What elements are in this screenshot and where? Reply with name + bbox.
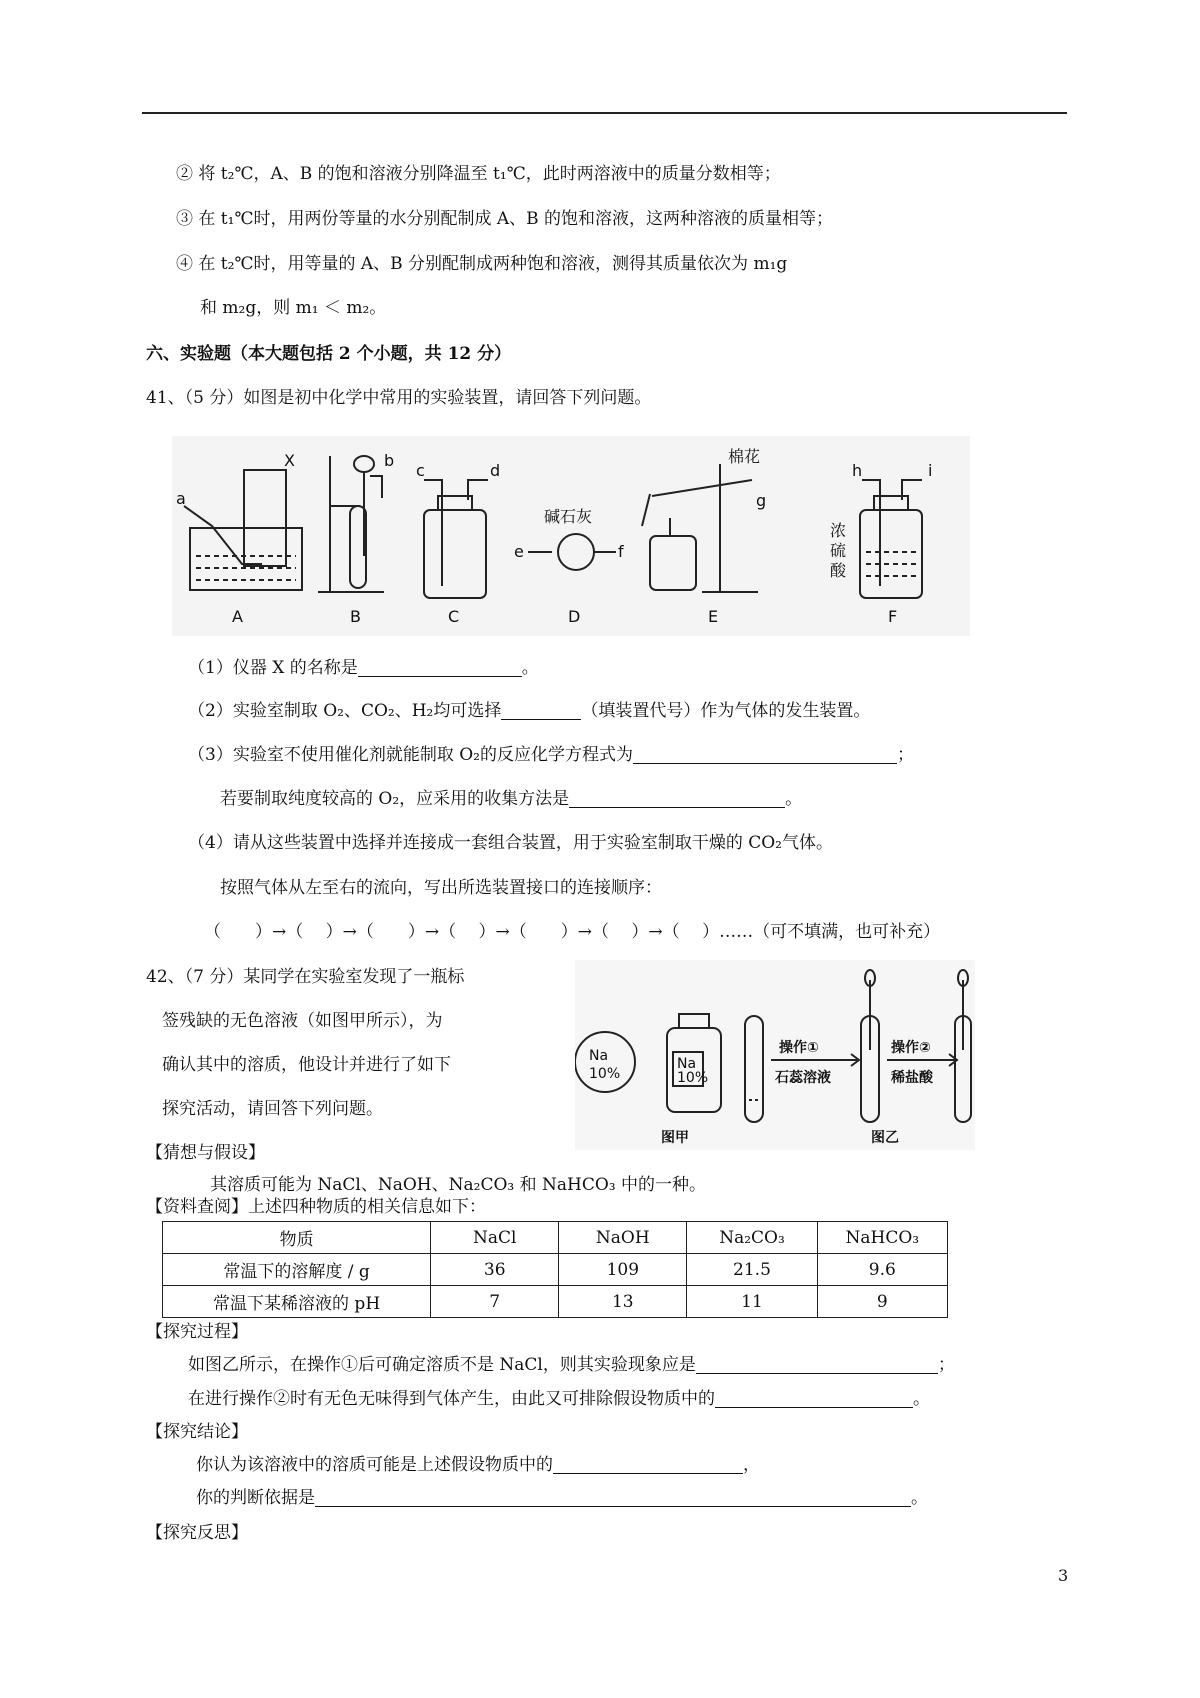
port-d: d [490,461,501,480]
q41-part3b-end: 。 [785,789,803,809]
q41-part1-blank[interactable] [358,658,522,677]
process-line2-end: 。 [913,1389,930,1409]
data-heading: 【资料查阅】上述四种物质的相关信息如下： [146,1197,486,1217]
process-line1 [188,1354,955,1376]
reagent-drawing [575,960,975,1150]
conclusion-line2-blank[interactable] [315,1488,911,1507]
q42-intro-line2: 签残缺的无色溶液（如图甲所示），为 [162,1011,443,1031]
table-header-cell: NaCl [431,1222,559,1254]
operation-1-label: 操作① [779,1040,819,1056]
apparatus-label-a: A [232,607,243,626]
item-4-line1: ④ 在 t₂℃时，用等量的 A、B 分别配制成两种饱和溶液，测得其质量依次为 m₁g [176,254,788,274]
apparatus-label-c: C [448,607,460,626]
q41-part2 [188,700,870,722]
table-header-cell: 物质 [163,1222,431,1254]
conclusion-line2-end: 。 [911,1488,928,1508]
port-f: f [618,542,624,561]
acid-label-3: 酸 [830,561,847,580]
circle-label-na: Na [589,1048,609,1064]
apparatus-label-f: F [888,607,898,626]
port-c: c [416,461,425,480]
circle-label-pct: 10% [589,1066,621,1082]
q41-part1-text: （1）仪器 X 的名称是 [188,658,358,678]
reagent-1-label: 石蕊溶液 [775,1070,831,1086]
q41-part3b-blank[interactable] [569,789,785,808]
q41-part3-text: （3）实验室不使用催化剂就能制取 O₂的反应化学方程式为 [188,745,633,765]
port-a: a [176,489,186,508]
item-4-line2: 和 m₂g，则 m₁ ＜ m₂。 [200,298,387,318]
q41-part2-end: （填装置代号）作为气体的发生装置。 [581,701,871,721]
reagent-figure [575,960,975,1150]
table-cell: 常温下的溶解度 / g [163,1254,431,1286]
bottle-label-pct: 10% [677,1070,709,1086]
process-line2 [188,1388,930,1410]
port-b: b [384,451,395,470]
soda-lime-label: 碱石灰 [544,507,593,526]
conclusion-line1-blank[interactable] [553,1455,743,1474]
port-g: g [756,491,767,510]
conclusion-line2-text: 你的判断依据是 [196,1488,315,1508]
process-line2-blank[interactable] [715,1389,913,1408]
table-header-row [163,1222,948,1254]
port-e: e [514,542,524,561]
table-cell: 9.6 [817,1254,947,1286]
apparatus-label-b: B [350,607,361,626]
apparatus-label-e: E [708,607,719,626]
caption-figure-a: 图甲 [661,1130,689,1146]
q41-part2-text: （2）实验室制取 O₂、CO₂、H₂均可选择 [188,701,502,721]
bottle-label-na: Na [677,1056,697,1072]
q41-intro: 41、（5 分）如图是初中化学中常用的实验装置，请回答下列问题。 [146,388,652,408]
q42-intro-line4: 探究活动，请回答下列问题。 [162,1099,383,1119]
q41-part3-blank[interactable] [633,745,897,764]
table-cell: 11 [687,1286,817,1318]
conclusion-line1 [196,1454,760,1476]
process-line1-text: 如图乙所示，在操作①后可确定溶质不是 NaCl，则其实验现象应是 [188,1355,696,1375]
apparatus-label-x: X [284,451,295,470]
acid-label-1: 浓 [830,521,847,540]
reagent-2-label: 稀盐酸 [891,1070,933,1086]
process-heading: 【探究过程】 [146,1322,248,1342]
port-h: h [852,461,863,480]
table-cell: 36 [431,1254,559,1286]
page-number: 3 [1058,1566,1069,1585]
table-row [163,1254,948,1286]
conclusion-line1-end: ， [743,1455,760,1475]
table-cell: 7 [431,1286,559,1318]
port-i: i [928,461,933,480]
table-cell: 13 [559,1286,687,1318]
apparatus-drawing [172,436,970,636]
q41-part3 [188,744,914,766]
conclusion-line2 [196,1487,928,1509]
q41-part1 [188,657,539,679]
table-header-cell: Na₂CO₃ [687,1222,817,1254]
process-line1-end: ； [937,1355,955,1375]
caption-figure-b: 图乙 [871,1130,899,1146]
q41-part3b-text: 若要制取纯度较高的 O₂，应采用的收集方法是 [220,789,570,809]
acid-label-2: 硫 [830,541,847,560]
table-cell: 109 [559,1254,687,1286]
table-cell: 9 [817,1286,947,1318]
table-row [163,1286,948,1318]
conclusion-line1-text: 你认为该溶液中的溶质可能是上述假设物质中的 [196,1455,553,1475]
apparatus-label-d: D [568,607,581,626]
process-line1-blank[interactable] [696,1355,938,1374]
q41-part2-blank[interactable] [501,701,581,720]
q41-part4: （4）请从这些装置中选择并连接成一套组合装置，用于实验室制取干燥的 CO₂气体。 [188,833,833,853]
conclusion-heading: 【探究结论】 [146,1422,248,1442]
q41-part4c: （ ）→（ ）→（ ）→（ ）→（ ）→（ ）→（ ）……（可不填满，也可补充） [204,922,941,942]
operation-2-label: 操作② [891,1040,931,1056]
q41-part3-end: ； [896,745,914,765]
table-header-cell: NaHCO₃ [817,1222,947,1254]
header-rule [142,112,1067,114]
hypothesis-heading: 【猜想与假设】 [146,1143,265,1163]
cotton-label: 棉花 [728,447,761,466]
table-cell: 常温下某稀溶液的 pH [163,1286,431,1318]
table-header-cell: NaOH [559,1222,687,1254]
q41-part1-end: 。 [521,658,539,678]
q42-intro-line3: 确认其中的溶质，他设计并进行了如下 [162,1055,451,1075]
q42-intro-line1: 42、（7 分）某同学在实验室发现了一瓶标 [146,967,465,987]
substance-table [162,1221,948,1318]
q41-part4b: 按照气体从左至右的流向，写出所选装置接口的连接顺序： [220,878,662,898]
section-title: 六、实验题（本大题包括 2 个小题，共 12 分） [146,344,512,364]
lab-apparatus-figure [172,436,970,636]
reflection-heading: 【探究反思】 [146,1523,248,1543]
process-line2-text: 在进行操作②时有无色无味得到气体产生，由此又可排除假设物质中的 [188,1389,715,1409]
item-2: ② 将 t₂℃，A、B 的饱和溶液分别降温至 t₁℃，此时两溶液中的质量分数相等； [176,164,781,184]
table-cell: 21.5 [687,1254,817,1286]
item-3: ③ 在 t₁℃时，用两份等量的水分别配制成 A、B 的饱和溶液，这两种溶液的质量相等； [176,209,834,229]
q41-part3b [220,788,802,810]
hypothesis-text: 其溶质可能为 NaCl、NaOH、Na₂CO₃ 和 NaHCO₃ 中的一种。 [210,1175,707,1195]
